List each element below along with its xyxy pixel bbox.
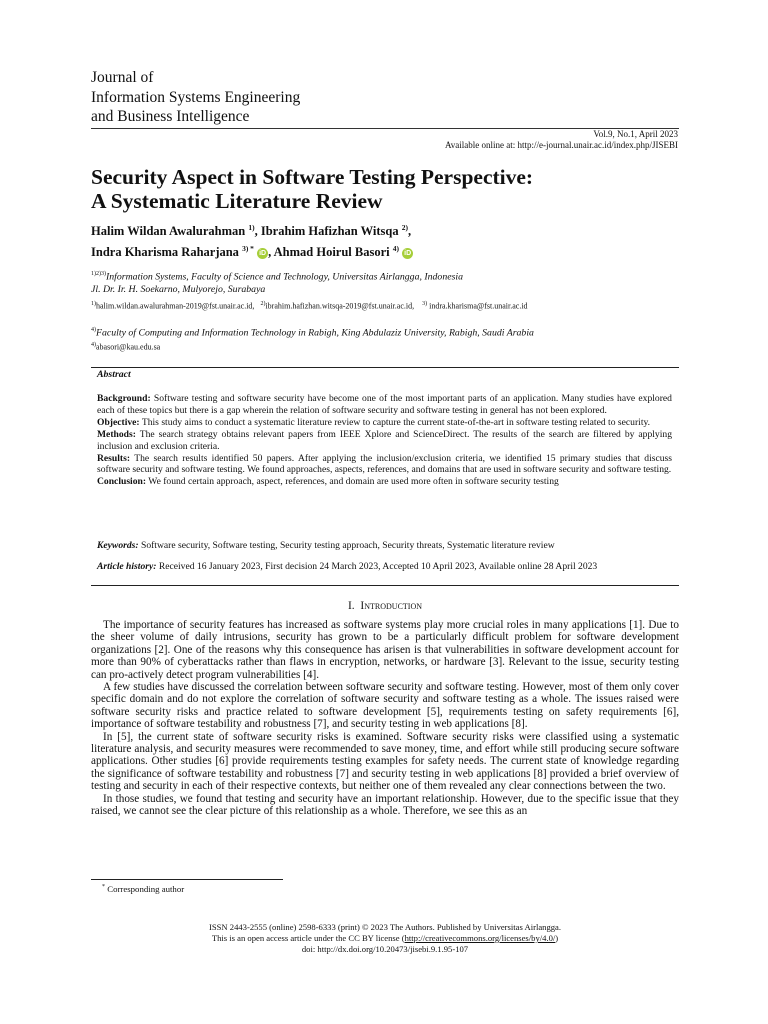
license-link[interactable]: http://creativecommons.org/licenses/by/4.0/ bbox=[404, 933, 556, 943]
footnote-rule bbox=[91, 879, 283, 880]
section-title: Introduction bbox=[360, 600, 423, 612]
author-affil-mark: 3) * bbox=[242, 244, 254, 254]
paragraph: In [5], the current state of software security risks is examined. Software security risks were classified using a systematic literature analysis, and security measures were recommended to save money, time, and effort while still producing secure software applications. Other studies [6] provide requirements testing examples for safety needs. The current state of knowledge regarding the significance of software testability and robustness [7] and security testing in web applications [8] provided a brief overview of testing and security in each of their respective contexts, but neither one of them revealed any clear connections between the two. bbox=[91, 730, 679, 793]
paper-title-line2: A Systematic Literature Review bbox=[91, 189, 383, 213]
body-text bbox=[91, 619, 679, 818]
author-name: Indra Kharisma Raharjana bbox=[91, 245, 239, 260]
footer-doi[interactable]: doi: http://dx.doi.org/10.20473/jisebi.9.1.95-107 bbox=[301, 944, 469, 954]
keywords-label: Keywords: bbox=[97, 540, 139, 551]
footer-license: This is an open access article under the CC BY license (http://creativecommons.org/licenses/by/4.0/) bbox=[211, 933, 559, 943]
history-label: Article history: bbox=[97, 561, 157, 572]
paragraph: The importance of security features has increased as software systems play more crucial roles in many applications [1]. Due to the sheer volume of daily intrusions, security has grown to be a particularly difficult problem for software development organizations [2]. One of the reasons why this consequence has arisen is that vulnerabilities in software development account for more than 90% of cyberattacks rather than flaws in encryption, networks, or hardware [3]. Relevant to the issue, security testing can pro-actively detect program vulnerabilities [4]. bbox=[91, 619, 679, 681]
journal-name-line3: and Business Intelligence bbox=[91, 108, 250, 125]
paragraph: In those studies, we found that testing and security have an important relationship. However, due to the specific issue that they raised, we cannot see the clear picture of this relationship as a whole. Therefore, we see this as an bbox=[91, 792, 679, 818]
section-number: I. bbox=[347, 600, 355, 612]
section-heading bbox=[91, 600, 679, 612]
footnote-mark: * bbox=[102, 884, 105, 891]
email-link[interactable]: abasori@kau.edu.sa bbox=[96, 342, 161, 352]
author-name: Halim Wildan Awalurahman bbox=[91, 224, 246, 239]
issue-info bbox=[445, 129, 678, 151]
keywords bbox=[97, 540, 555, 552]
email-link[interactable]: halim.wildan.awalurahman-2019@fst.unair.ac.id, bbox=[96, 301, 255, 311]
page-footer bbox=[91, 922, 679, 955]
email-link[interactable]: indra.kharisma@fst.unair.ac.id bbox=[429, 301, 528, 311]
author-affil-mark: 1) bbox=[248, 223, 255, 232]
journal-name bbox=[91, 68, 300, 127]
author-line2: Indra Kharisma Raharjana $^{3) *}$ iD , Ahmad Hoirul Basori $^{4)}$ iD bbox=[91, 244, 412, 260]
abstract-background: Background: Software testing and software security have become one of the most important parts of an application. Many studies have explored each of these topics but there is a gap wherein the relation of software security and software testing in general has not been explored. bbox=[97, 393, 672, 416]
paragraph: A few studies have discussed the correlation between software security and software testing. However, most of them only cover specific domain and do not explore the correlation of software security and software testing as a whole. The issues raised were software security risks and practice related to software development [5], requirements testing on safety requirements [6], importance of software testability and robustness [7], and security testing in web applications [8]. bbox=[91, 681, 679, 731]
keywords-text: Software security, Software testing, Security testing approach, Security threats, Systematic literature review bbox=[140, 540, 555, 551]
author-emails: $^{1)}$halim.wildan.awalurahman-2019@fst.unair.ac.id, $^{2)}$ibrahim.hafizhan.witsqa-2019@fst.unair.ac.id, $^{3)}$ indra.kharisma@fst.unair.ac.id bbox=[91, 301, 528, 311]
affiliation-1-address: Jl. Dr. Ir. H. Soekarno, Mulyorejo, Surabaya bbox=[91, 284, 266, 295]
article-history bbox=[97, 561, 597, 573]
author-affil-mark: 2) bbox=[401, 223, 408, 232]
email-link[interactable]: ibrahim.hafizhan.witsqa-2019@fst.unair.ac.id, bbox=[265, 301, 415, 311]
author-list bbox=[91, 219, 413, 261]
available-online-link[interactable]: Available online at: http://e-journal.unair.ac.id/index.php/JISEBI bbox=[444, 140, 678, 150]
abstract-objective: Objective: This study aims to conduct a systematic literature review to capture the current state-of-the-art in software testing related to security. bbox=[97, 416, 651, 428]
author-line1: Halim Wildan Awalurahman $^{1)}$, Ibrahim Hafizhan Witsqa $^{2)}$, bbox=[91, 223, 412, 239]
orcid-icon[interactable]: iD bbox=[404, 250, 412, 258]
author-name: Ahmad Hoirul Basori bbox=[273, 245, 390, 260]
abstract-rule-bottom bbox=[91, 585, 679, 586]
abstract-heading: Abstract bbox=[97, 369, 131, 380]
abstract-results: Results: The search results identified 50 papers. After applying the inclusion/exclusion criteria, we identified 15 primary studies that discuss software security and software testing. We found approaches, aspects, references, and domains that are used in software security and software testing. bbox=[97, 452, 672, 476]
affiliation-1: $^{1)2)3)}$Information Systems, Faculty of Science and Technology, Universitas Airlangga, Indonesia bbox=[91, 271, 463, 283]
journal-name-line2: Information Systems Engineering bbox=[91, 88, 301, 106]
footer-issn: ISSN 2443-2555 (online) 2598-6333 (print) © 2023 The Authors. Published by Universitas Airlangga. bbox=[209, 922, 561, 932]
history-text: Received 16 January 2023, First decision 24 March 2023, Accepted 10 April 2023, Available online 28 April 2023 bbox=[158, 561, 598, 572]
abstract-body bbox=[97, 393, 672, 488]
abstract-conclusion: Conclusion: We found certain approach, aspect, references, and domain are used more often in software security testing bbox=[97, 476, 559, 488]
orcid-icon[interactable]: iD bbox=[259, 250, 267, 258]
author-name: Ibrahim Hafizhan Witsqa bbox=[260, 224, 399, 239]
footnote-text: Corresponding author bbox=[107, 884, 185, 894]
abstract-rule-top bbox=[91, 367, 679, 368]
volume-label: Vol.9, No.1, April 2023 bbox=[593, 129, 678, 139]
affiliation-2: $^{4)}$Faculty of Computing and Information Technology in Rabigh, King Abdulaziz University, Rabigh, Saudi Arabia bbox=[91, 327, 534, 339]
author-affil-mark: 4) bbox=[392, 244, 399, 254]
journal-name-line1: Journal of bbox=[91, 69, 154, 86]
abstract-methods: Methods: The search strategy obtains relevant papers from IEEE Xplore and ScienceDirect. The results of the search are filtered by applying inclusion and exclusion criteria. bbox=[97, 428, 672, 452]
paper-title bbox=[91, 165, 533, 213]
footnote bbox=[102, 884, 184, 894]
author-email-4: $^{4)}$abasori@kau.edu.sa bbox=[91, 342, 161, 352]
paper-title-line1: Security Aspect in Software Testing Perspective: bbox=[91, 165, 534, 189]
